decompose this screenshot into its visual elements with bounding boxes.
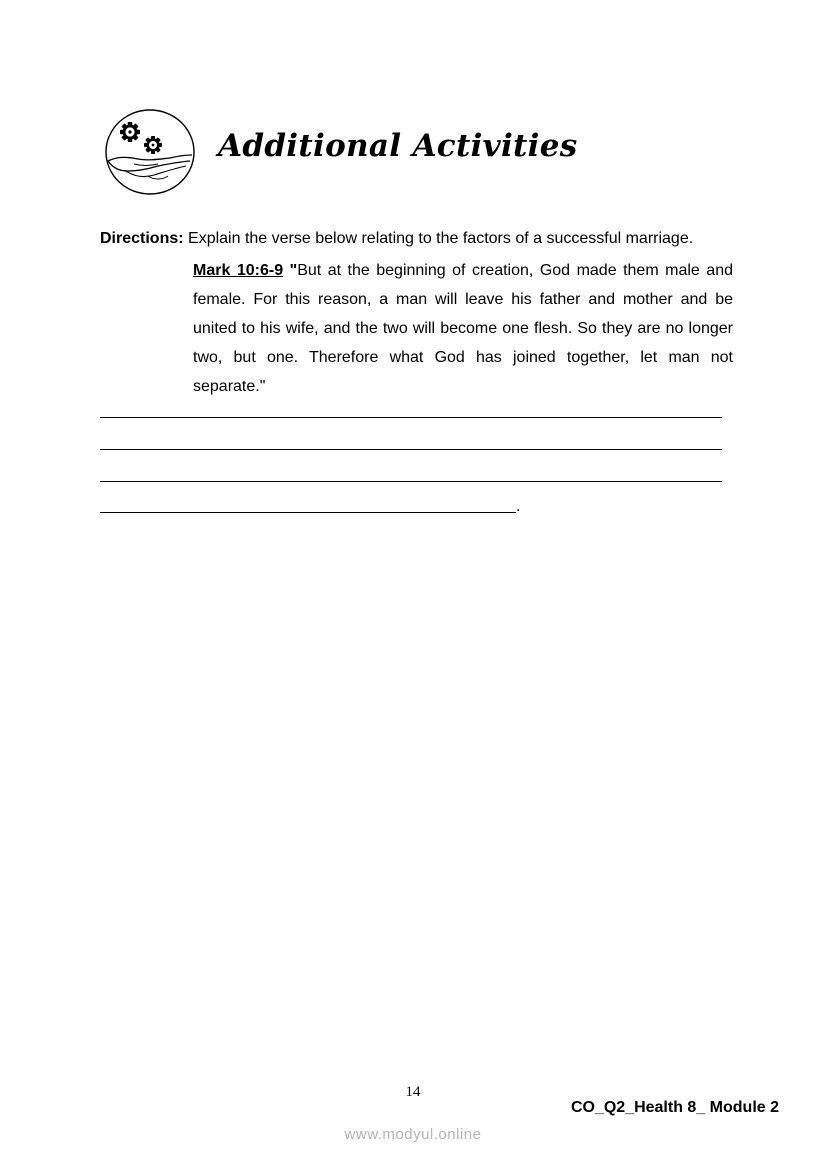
answer-line-3[interactable] — [100, 481, 722, 482]
section-title: Additional Activities — [218, 128, 578, 164]
answer-line-2[interactable] — [100, 449, 722, 450]
verse-reference: Mark 10:6-9 — [193, 262, 284, 279]
directions-text: Explain the verse below relating to the factors of a successful marriage. — [188, 230, 694, 247]
directions — [100, 229, 740, 249]
page-number: 14 — [405, 1084, 421, 1100]
answer-line-1[interactable] — [100, 417, 722, 418]
watermark: www.modyul.online — [344, 1126, 482, 1143]
verse-text: But at the beginning of creation, God made them male and female. For this reason, a man will leave his father and mother and be united to his wife, and the two will become one flesh. So they are no longer two, but one. Therefore what God has joined together, let man not separate." — [193, 262, 734, 395]
module-code: CO_Q2_Health 8_ Module 2 — [570, 1099, 779, 1116]
directions-label: Directions: — [100, 230, 184, 247]
answer-end-period: . — [516, 498, 521, 515]
answer-line-4[interactable] — [100, 512, 516, 513]
gears-in-hand-icon — [104, 108, 196, 196]
verse-paragraph — [193, 256, 733, 401]
verse-open-quote: " — [289, 262, 298, 279]
